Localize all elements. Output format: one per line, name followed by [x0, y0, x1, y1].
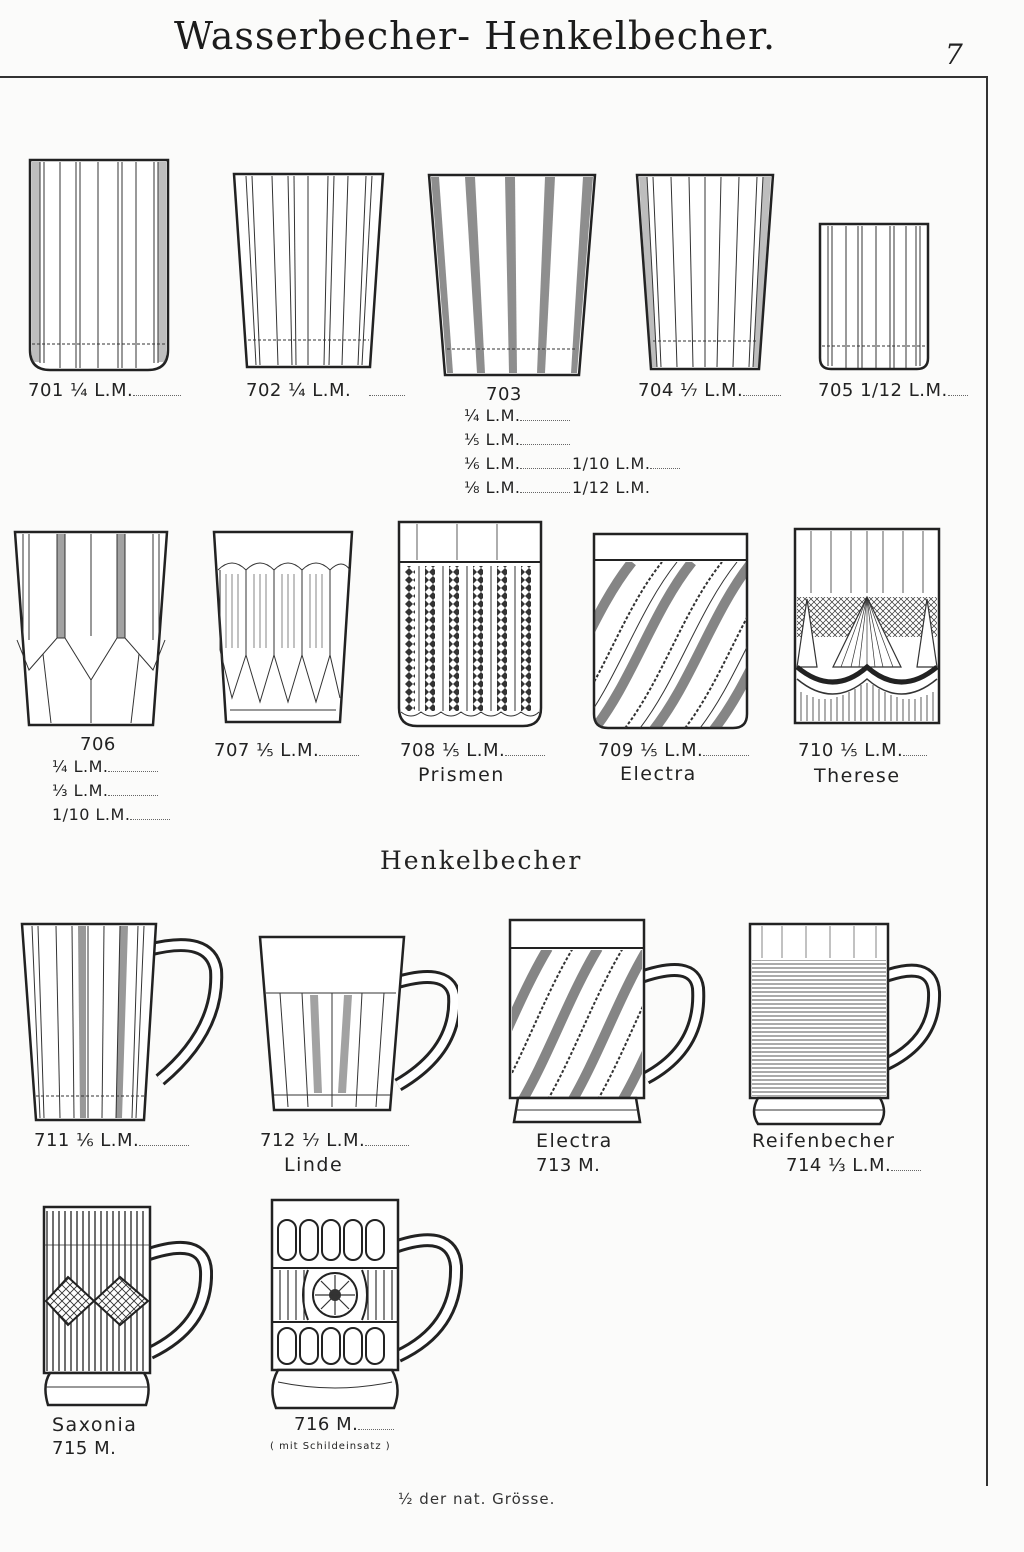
mug-716-caption: 716 M.: [294, 1414, 394, 1435]
tumbler-703-drawing: [427, 173, 597, 378]
mug-713-name: Electra: [536, 1130, 613, 1152]
size-706-c: 1/10 L.M.: [52, 805, 170, 824]
size-703-a: ¼ L.M.: [464, 406, 570, 425]
mug-715-drawing: [38, 1205, 213, 1410]
tumbler-702-caption: 702 ¼ L.M.: [246, 380, 405, 401]
mug-714-name: Reifenbecher: [752, 1130, 896, 1152]
mug-714-drawing: [748, 922, 948, 1128]
tumbler-706-caption: 706: [80, 734, 116, 755]
mug-712-drawing: [258, 935, 458, 1115]
tumbler-701-caption: 701 ¼ L.M.: [28, 380, 181, 401]
tumbler-706: [13, 530, 169, 728]
tumbler-707-caption: 707 ⅕ L.M.: [214, 740, 359, 761]
mug-713-caption: 713 M.: [536, 1155, 601, 1176]
tumbler-702-drawing: [232, 172, 385, 370]
tumbler-708-name: Prismen: [418, 764, 505, 786]
tumbler-710-drawing: [793, 527, 941, 727]
mug-711-drawing: [20, 920, 225, 1125]
tumbler-706-drawing: [13, 530, 169, 728]
tumbler-705-drawing: [818, 222, 930, 372]
tumbler-705: [818, 222, 930, 372]
tumbler-709: [592, 532, 749, 732]
tumbler-709-drawing: [592, 532, 749, 732]
tumbler-704-caption: 704 ⅐ L.M.: [638, 380, 781, 401]
mug-711-caption: 711 ⅙ L.M.: [34, 1130, 189, 1151]
tumbler-708-caption: 708 ⅕ L.M.: [400, 740, 545, 761]
mug-712-name: Linde: [284, 1154, 344, 1176]
size-703-c: ⅙ L.M.: [464, 454, 570, 473]
tumbler-703-caption: 703: [486, 384, 522, 405]
tumbler-703: [427, 173, 597, 378]
mug-712: [258, 935, 458, 1115]
size-703-e: 1/10 L.M.: [572, 454, 680, 473]
tumbler-708: [397, 520, 543, 730]
size-703-f: 1/12 L.M.: [572, 478, 651, 497]
tumbler-704-drawing: [635, 173, 775, 373]
page-title: Wasserbecher- Henkelbecher.: [173, 14, 777, 58]
mug-715-caption: 715 M.: [52, 1438, 117, 1459]
mug-716: [268, 1198, 468, 1413]
mug-713: [508, 918, 708, 1126]
tumbler-707: [212, 530, 354, 725]
tumbler-710-caption: 710 ⅕ L.M.: [798, 740, 927, 761]
tumbler-701: [28, 158, 170, 373]
tumbler-702: [232, 172, 385, 370]
tumbler-705-caption: 705 1/12 L.M.: [818, 380, 968, 401]
tumbler-708-drawing: [397, 520, 543, 730]
size-703-d: ⅛ L.M.: [464, 478, 570, 497]
mug-716-note: ( mit Schildeinsatz ): [270, 1441, 391, 1452]
page-number: 7: [945, 38, 963, 71]
tumbler-707-drawing: [212, 530, 354, 725]
size-706-b: ⅓ L.M.: [52, 781, 158, 800]
section-heading-henkelbecher: Henkelbecher: [380, 846, 583, 875]
tumbler-709-caption: 709 ⅕ L.M.: [598, 740, 749, 761]
tumbler-701-drawing: [28, 158, 170, 373]
tumbler-710: [793, 527, 941, 727]
tumbler-710-name: Therese: [814, 765, 901, 787]
mug-714-caption: 714 ⅓ L.M.: [786, 1155, 921, 1176]
mug-714: [748, 922, 948, 1128]
tumbler-709-name: Electra: [620, 763, 697, 785]
size-706-a: ¼ L.M.: [52, 757, 158, 776]
mug-713-drawing: [508, 918, 708, 1126]
scale-note: ½ der nat. Grösse.: [398, 1490, 556, 1508]
size-703-b: ⅕ L.M.: [464, 430, 570, 449]
tumbler-704: [635, 173, 775, 373]
mug-711: [20, 920, 225, 1125]
mug-715: [38, 1205, 213, 1410]
mug-715-name: Saxonia: [52, 1414, 138, 1436]
mug-712-caption: 712 ⅐ L.M.: [260, 1130, 409, 1151]
mug-716-drawing: [268, 1198, 468, 1413]
